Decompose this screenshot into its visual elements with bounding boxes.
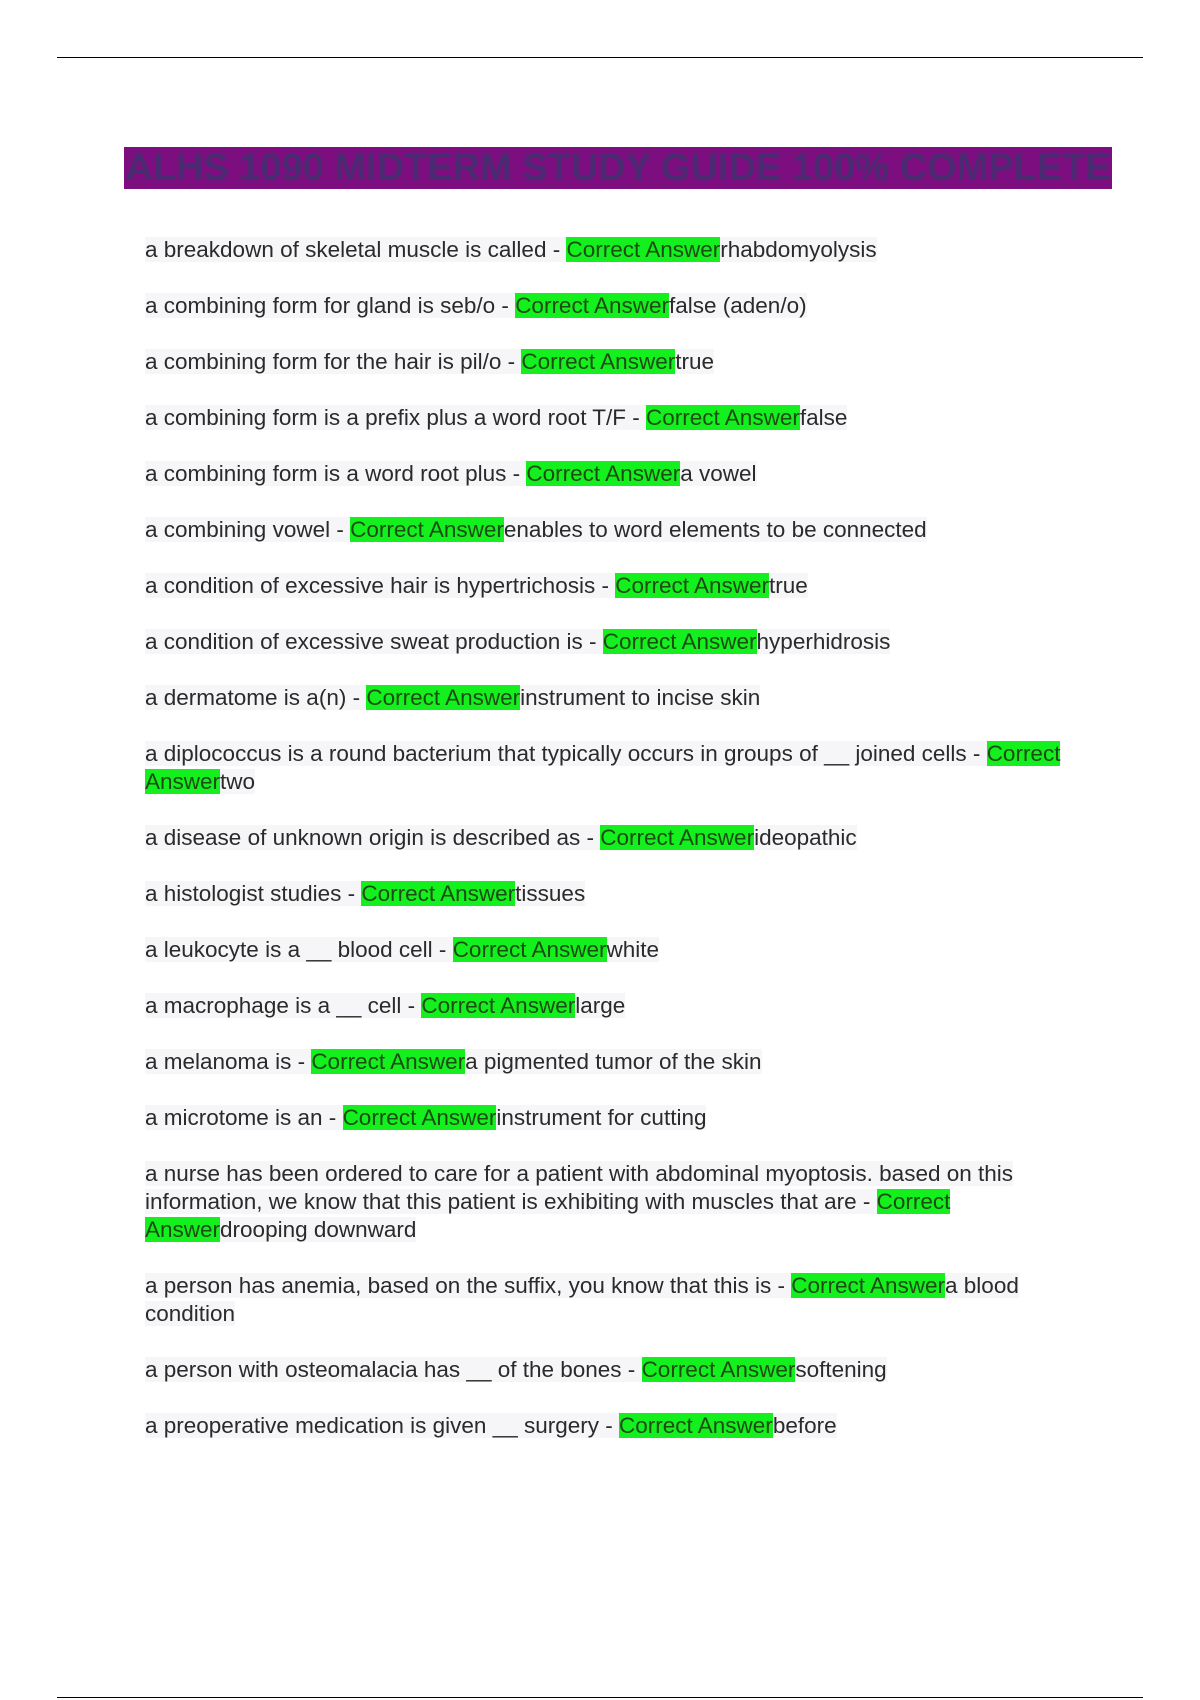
qa-entry: a leukocyte is a __ blood cell - Correct Answerwhite — [145, 937, 660, 962]
correct-answer-tag: Correct Answer — [615, 573, 770, 598]
bottom-rule — [57, 1697, 1143, 1698]
qa-entry: a combining form is a prefix plus a word root T/F - Correct Answerfalse — [145, 405, 848, 430]
qa-entry: a preoperative medication is given __ surgery - Correct Answerbefore — [145, 1413, 837, 1438]
qa-entry: a person has anemia, based on the suffix, you know that this is - Correct Answera blood condition — [145, 1273, 1019, 1326]
qa-entry: a diplococcus is a round bacterium that typically occurs in groups of __ joined cells - Correct Answertwo — [145, 741, 1061, 794]
correct-answer-tag: Correct Answer — [366, 685, 521, 710]
qa-entry: a combining form for gland is seb/o - Correct Answerfalse (aden/o) — [145, 293, 807, 318]
correct-answer-tag: Correct Answer — [791, 1273, 946, 1298]
document-title-text: ALHS 1090 MIDTERM STUDY GUIDE 100% COMPLETE — [125, 147, 1111, 189]
qa-list — [145, 236, 1090, 1440]
correct-answer-tag: Correct Answer — [452, 937, 607, 962]
correct-answer-tag: Correct Answer — [515, 293, 669, 318]
qa-entry: a microtome is an - Correct Answerinstrument for cutting — [145, 1105, 707, 1130]
correct-answer-tag: Correct Answer — [619, 1413, 773, 1438]
qa-entry: a breakdown of skeletal muscle is called - Correct Answerrhabdomyolysis — [145, 237, 877, 262]
top-rule — [57, 57, 1143, 58]
document-title — [0, 145, 1200, 192]
correct-answer-tag: Correct Answer — [350, 517, 504, 542]
correct-answer-tag: Correct Answer — [600, 825, 755, 850]
correct-answer-tag: Correct Answer — [602, 629, 757, 654]
correct-answer-tag: Correct Answer — [145, 1189, 951, 1242]
qa-entry: a disease of unknown origin is described as - Correct Answerideopathic — [145, 825, 857, 850]
correct-answer-tag: Correct Answer — [145, 741, 1061, 794]
correct-answer-tag: Correct Answer — [361, 881, 516, 906]
qa-entry: a macrophage is a __ cell - Correct Answerlarge — [145, 993, 626, 1018]
qa-entry: a person with osteomalacia has __ of the bones - Correct Answersoftening — [145, 1357, 887, 1382]
correct-answer-tag: Correct Answer — [521, 349, 676, 374]
qa-entry: a combining vowel - Correct Answerenables to word elements to be connected — [145, 517, 927, 542]
qa-entry: a condition of excessive sweat production is - Correct Answerhyperhidrosis — [145, 629, 891, 654]
correct-answer-tag: Correct Answer — [646, 405, 800, 430]
correct-answer-tag: Correct Answer — [342, 1105, 497, 1130]
qa-entry: a nurse has been ordered to care for a patient with abdominal myoptosis. based on this information, we know that this patient is exhibiting with muscles that are - Correct Answerdrooping downward — [145, 1161, 1014, 1242]
correct-answer-tag: Correct Answer — [311, 1049, 466, 1074]
qa-entry: a combining form is a word root plus - Correct Answera vowel — [145, 461, 757, 486]
qa-entry: a histologist studies - Correct Answertissues — [145, 881, 586, 906]
qa-entry: a condition of excessive hair is hypertrichosis - Correct Answertrue — [145, 573, 808, 598]
correct-answer-tag: Correct Answer — [641, 1357, 796, 1382]
correct-answer-tag: Correct Answer — [566, 237, 721, 262]
qa-entry: a melanoma is - Correct Answera pigmented tumor of the skin — [145, 1049, 762, 1074]
qa-entry: a combining form for the hair is pil/o - Correct Answertrue — [145, 349, 714, 374]
correct-answer-tag: Correct Answer — [421, 993, 576, 1018]
qa-entry: a dermatome is a(n) - Correct Answerinstrument to incise skin — [145, 685, 761, 710]
correct-answer-tag: Correct Answer — [526, 461, 681, 486]
